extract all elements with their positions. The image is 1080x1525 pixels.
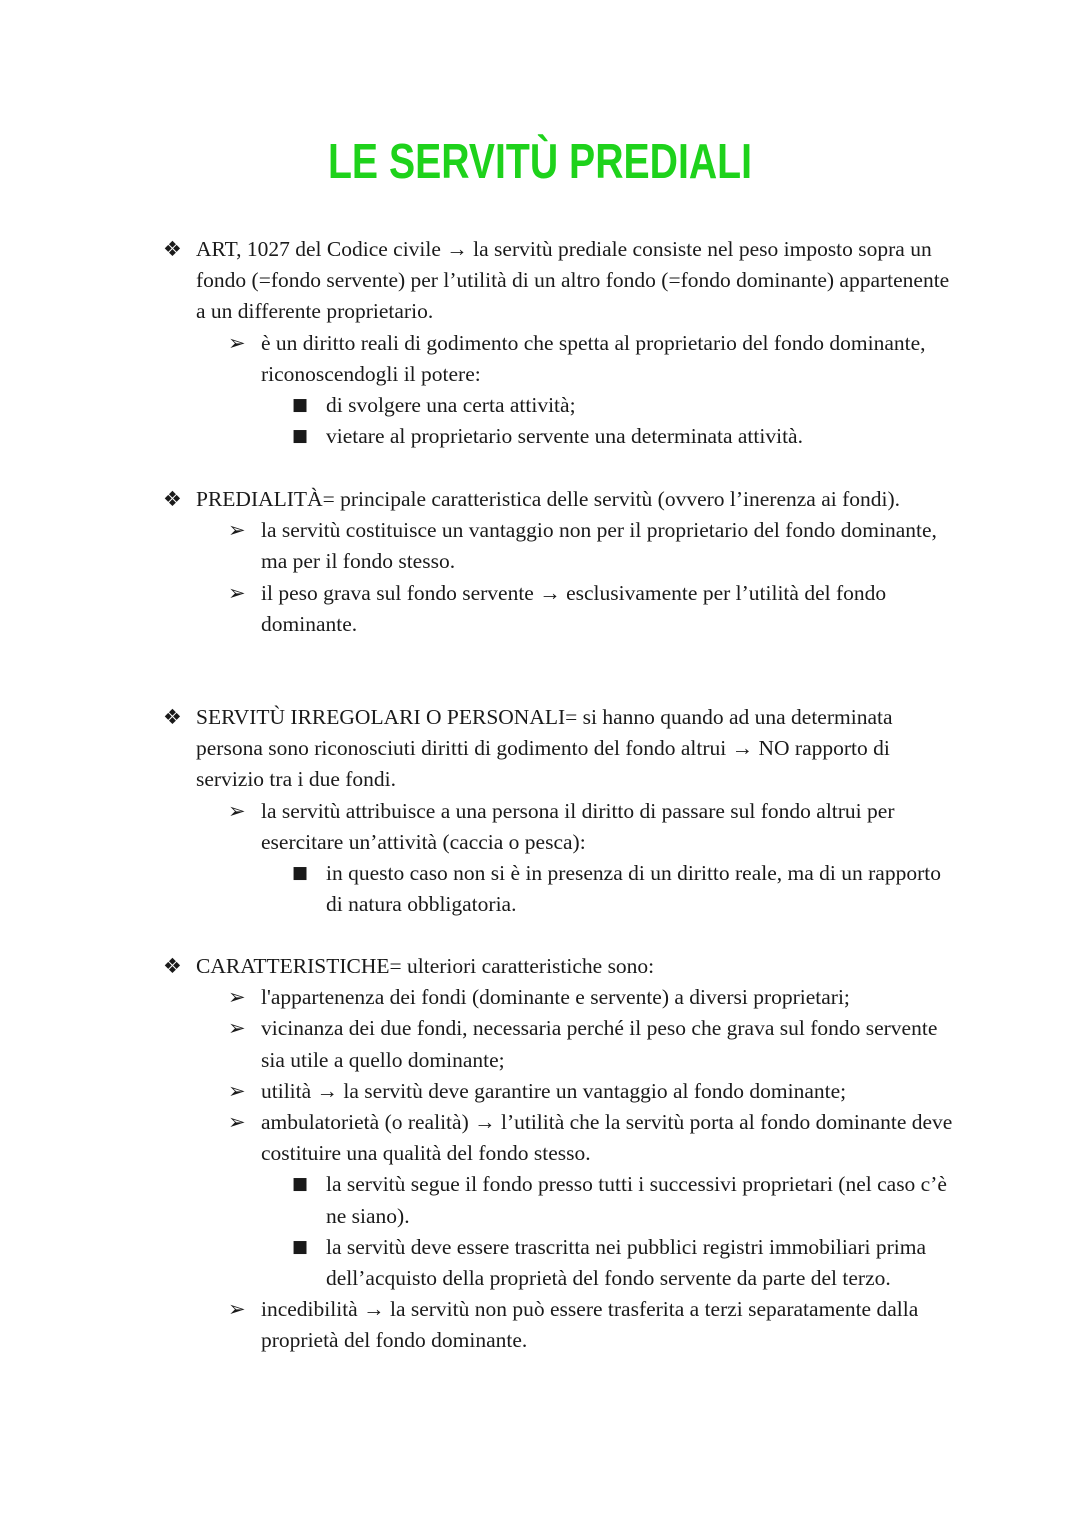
square-bullet-icon: ■ bbox=[292, 1236, 309, 1257]
section-predialita bbox=[0, 484, 1000, 640]
bullet-text: SERVITÙ IRREGOLARI O PERSONALI= si hanno quando ad una determinata persona sono riconosciuti diritti di godimento del fondo altrui → NO rapporto di servizio tra i due fondi. bbox=[196, 705, 893, 792]
arrowhead-bullet-icon: ➢ bbox=[228, 798, 246, 823]
bullet-text: è un diritto reali di godimento che spetta al proprietario del fondo dominante, riconoscendogli il potere: bbox=[261, 330, 926, 386]
arrowhead-bullet-icon: ➢ bbox=[228, 330, 246, 355]
page-title: LE SERVITÙ PREDIALI bbox=[327, 135, 752, 189]
bullet-l1 bbox=[0, 951, 956, 982]
arrowhead-bullet-icon: ➢ bbox=[228, 1297, 246, 1322]
arrowhead-bullet-icon: ➢ bbox=[228, 580, 246, 605]
bullet-text: la servitù costituisce un vantaggio non per il proprietario del fondo dominante, ma per il fondo stesso. bbox=[261, 518, 937, 574]
bullet-l3 bbox=[0, 1169, 956, 1231]
arrowhead-bullet-icon: ➢ bbox=[228, 518, 246, 543]
arrowhead-bullet-icon: ➢ bbox=[228, 1016, 246, 1041]
bullet-l2 bbox=[0, 328, 956, 390]
bullet-text: la servitù segue il fondo presso tutti i successivi proprietari (nel caso c’è ne siano). bbox=[326, 1172, 947, 1228]
bullet-text: il peso grava sul fondo servente → esclusivamente per l’utilità del fondo dominante. bbox=[261, 580, 887, 636]
bullet-text: ART, 1027 del Codice civile → la servitù prediale consiste nel peso imposto sopra un fondo (=fondo servente) per l’utilità di un altro fondo (=fondo dominante) appartenente a un differente proprietario. bbox=[196, 237, 950, 324]
diamond-bullet-icon: ❖ bbox=[163, 954, 182, 978]
arrowhead-bullet-icon: ➢ bbox=[228, 1110, 246, 1135]
section-servitu-irregolari bbox=[0, 702, 1000, 920]
square-bullet-icon: ■ bbox=[292, 863, 309, 884]
bullet-l1 bbox=[0, 702, 956, 796]
bullet-text: ambulatorietà (o realità) → l’utilità che la servitù porta al fondo dominante deve costituire una qualità del fondo stesso. bbox=[261, 1110, 953, 1166]
diamond-bullet-icon: ❖ bbox=[163, 487, 182, 511]
bullet-l3 bbox=[0, 1232, 956, 1294]
bullet-l2 bbox=[0, 578, 956, 640]
bullet-text: di svolgere una certa attività; bbox=[326, 393, 576, 418]
bullet-text: vietare al proprietario servente una determinata attività. bbox=[326, 424, 803, 449]
arrowhead-bullet-icon: ➢ bbox=[228, 1078, 246, 1103]
bullet-l2 bbox=[0, 1013, 956, 1075]
bullet-l1 bbox=[0, 234, 956, 328]
bullet-text: in questo caso non si è in presenza di un diritto reale, ma di un rapporto di natura obbligatoria. bbox=[326, 861, 941, 917]
bullet-l3 bbox=[0, 421, 956, 452]
bullet-l2 bbox=[0, 796, 956, 858]
bullet-text: incedibilità → la servitù non può essere trasferita a terzi separatamente dalla proprietà del fondo dominante. bbox=[261, 1297, 919, 1353]
section-art-1027 bbox=[0, 234, 1000, 452]
bullet-l2 bbox=[0, 982, 956, 1013]
bullet-l3 bbox=[0, 858, 956, 920]
bullet-l3 bbox=[0, 390, 956, 421]
bullet-text: vicinanza dei due fondi, necessaria perché il peso che grava sul fondo servente sia utile a quello dominante; bbox=[261, 1016, 938, 1072]
bullet-l2 bbox=[0, 515, 956, 577]
bullet-l2 bbox=[0, 1294, 956, 1356]
bullet-l2 bbox=[0, 1076, 956, 1107]
square-bullet-icon: ■ bbox=[292, 1174, 309, 1195]
square-bullet-icon: ■ bbox=[292, 426, 309, 447]
bullet-text: PREDIALITÀ= principale caratteristica delle servitù (ovvero l’inerenza ai fondi). bbox=[196, 487, 901, 511]
bullet-text: l'appartenenza dei fondi (dominante e servente) a diversi proprietari; bbox=[261, 985, 850, 1010]
bullet-text: la servitù attribuisce a una persona il diritto di passare sul fondo altrui per esercitare un’attività (caccia o pesca): bbox=[261, 798, 895, 854]
arrowhead-bullet-icon: ➢ bbox=[228, 985, 246, 1010]
section-caratteristiche bbox=[0, 951, 1000, 1357]
bullet-l2 bbox=[0, 1107, 956, 1169]
bullet-text: CARATTERISTICHE= ulteriori caratteristiche sono: bbox=[196, 954, 655, 978]
diamond-bullet-icon: ❖ bbox=[163, 237, 182, 261]
bullet-text: utilità → la servitù deve garantire un vantaggio al fondo dominante; bbox=[261, 1078, 847, 1103]
bullet-text: la servitù deve essere trascritta nei pubblici registri immobiliari prima dell’acquisto della proprietà del fondo servente da parte del terzo. bbox=[326, 1234, 927, 1291]
bullet-l1 bbox=[0, 484, 956, 515]
diamond-bullet-icon: ❖ bbox=[163, 705, 182, 729]
square-bullet-icon: ■ bbox=[292, 395, 309, 416]
